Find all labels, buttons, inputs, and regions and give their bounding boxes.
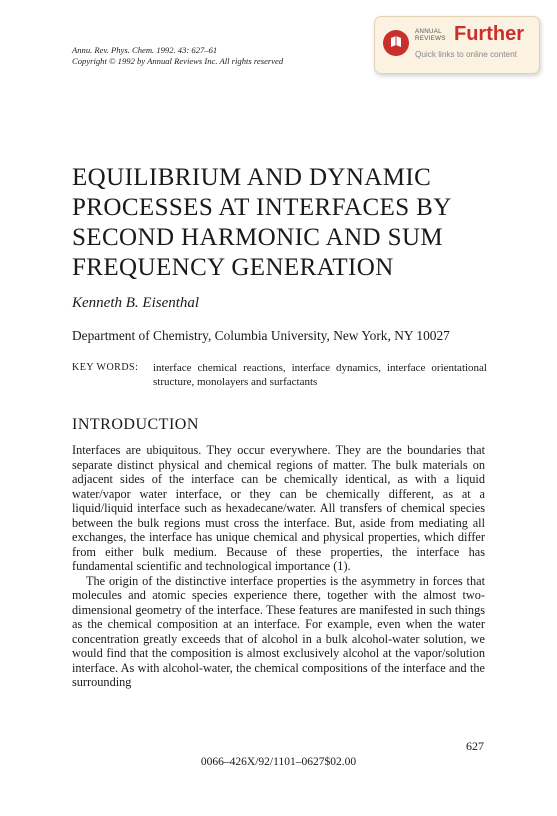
- doi-code: 0066–426X/92/1101–0627$02.00: [200, 756, 357, 768]
- page-header: [72, 45, 283, 67]
- banner-small-text: ANNUAL REVIEWS: [415, 28, 446, 42]
- copyright-line: Copyright © 1992 by Annual Reviews Inc. All rights reserved: [72, 56, 284, 66]
- author-name: Kenneth B. Eisenthal: [72, 295, 200, 311]
- article-title: EQUILIBRIUM AND DYNAMIC PROCESSES AT INTERFACES BY SECOND HARMONIC AND SUM FREQUENCY GENERATION: [72, 164, 451, 281]
- paragraph: Interfaces are ubiquitous. They occur everywhere. They are the boundaries that separate distinct physical and chemical regions of matter. The bulk materials on adjacent sides of the interface can be chemically identical, as with a liquid water/vapor water interface, or they can be chemically different, as at a liquid/liquid interface such as hexadecane/water. All transfers of chemical species between the bulk regions must cross the interface. But, aside from mediating all exchanges, the interface has unique chemical and physical properties, which differ from either bulk medium. Because of these properties, the interface has fundamental scientific and technological importance (1).: [72, 443, 485, 573]
- body-text: [72, 443, 485, 690]
- author-affiliation: Department of Chemistry, Columbia University, New York, NY 10027: [72, 328, 450, 343]
- banner-sub-text[interactable]: Quick links to online content: [415, 50, 517, 59]
- further-banner[interactable]: [374, 16, 540, 74]
- section-heading: INTRODUCTION: [72, 416, 199, 433]
- banner-further-text: Further: [454, 23, 524, 45]
- keywords-label: KEY WORDS:: [72, 362, 139, 373]
- paragraph: The origin of the distinctive interface properties is the asymmetry in forces that molecules and atomic species experience there, together with the almost two-dimensional geometry of the interface. These features are manifested in such things as the chemical composition at an interface. For example, even when the water concentration greatly exceeds that of alcohol in a bulk alcohol-water solution, we would find that the composition is almost exclusively alcohol at the vapor/solution interface. As with alcohol-water, the chemical compositions of the interface and the surrounding: [72, 573, 485, 689]
- keywords-text: interface chemical reactions, interface dynamics, interface orientational structure, monolayers and surfactants: [153, 362, 487, 388]
- journal-citation: Annu. Rev. Phys. Chem. 1992. 43: 627–61: [72, 45, 218, 55]
- page-number: 627: [466, 739, 484, 753]
- annual-reviews-logo-icon: [383, 30, 409, 56]
